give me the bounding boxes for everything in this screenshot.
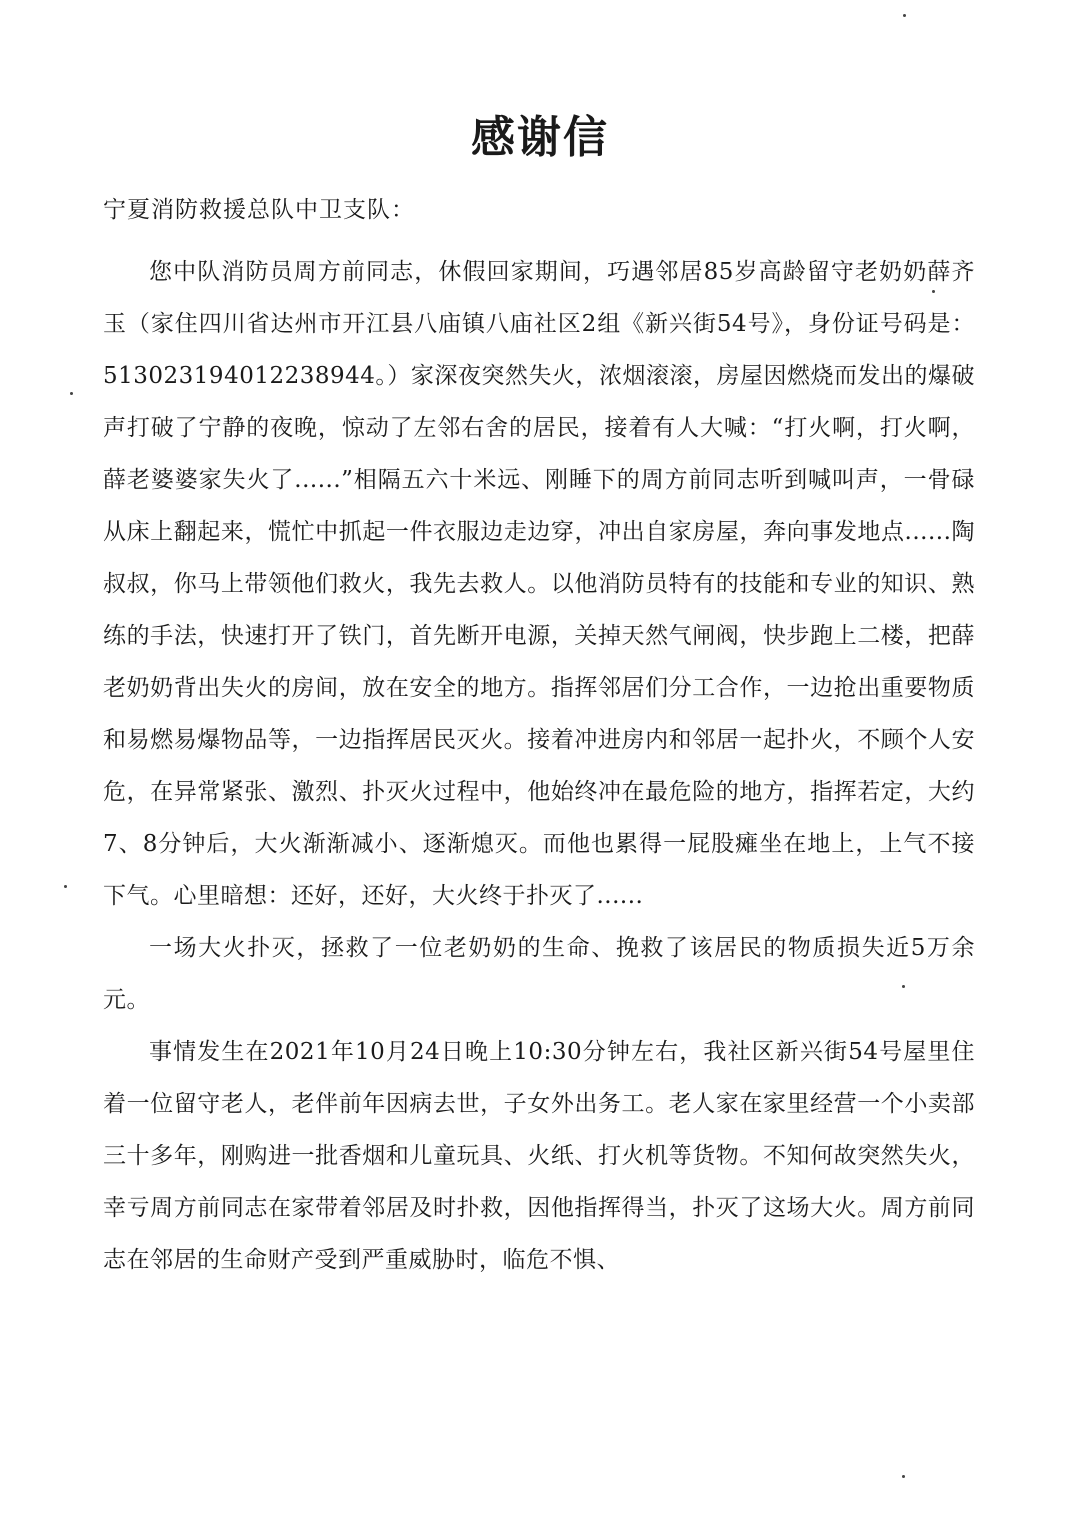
scan-speck xyxy=(902,985,905,988)
paragraph-2: 一场大火扑灭，拯救了一位老奶奶的生命、挽救了该居民的物质损失近5万余元。 xyxy=(103,935,975,1013)
scan-speck xyxy=(70,392,73,395)
scan-speck xyxy=(64,885,67,888)
scan-speck xyxy=(903,14,906,17)
scan-speck xyxy=(902,1475,905,1478)
paragraph-3: 事情发生在2021年10月24日晚上10:30分钟左右，我社区新兴街54号屋里住着一位留守老人，老伴前年因病去世，子女外出务工。老人家在家里经营一个小卖部三十多年，刚购进一批香烟和儿童玩具、火纸、打火机等货物。不知何故突然失火，幸亏周方前同志在家带着邻居及时扑救，因他指挥得当，扑灭了这场大火。周方前同志在邻居的生命财产受到严重威胁时，临危不惧、 xyxy=(103,1039,975,1273)
letter-body xyxy=(103,246,975,1286)
paragraph-1: 您中队消防员周方前同志，休假回家期间，巧遇邻居85岁高龄留守老奶奶薛齐玉（家住四川省达州市开江县八庙镇八庙社区2组《新兴街54号》，身份证号码是：513023194012238944。）家深夜突然失火，浓烟滚滚，房屋因燃烧而发出的爆破声打破了宁静的夜晚，惊动了左邻右舍的居民，接着有人大喊：“打火啊，打火啊，薛老婆婆家失火了......”相隔五六十米远、刚睡下的周方前同志听到喊叫声，一骨碌从床上翻起来，慌忙中抓起一件衣服边走边穿，冲出自家房屋，奔向事发地点......陶叔叔，你马上带领他们救火，我先去救人。以他消防员特有的技能和专业的知识、熟练的手法，快速打开了铁门，首先断开电源，关掉天然气闸阀，快步跑上二楼，把薛老奶奶背出失火的房间，放在安全的地方。指挥邻居们分工合作，一边抢出重要物质和易燃易爆物品等，一边指挥居民灭火。接着冲进房内和邻居一起扑火，不顾个人安危，在异常紧张、激烈、扑灭火过程中，他始终冲在最危险的地方，指挥若定，大约7、8分钟后，大火渐渐减小、逐渐熄灭。而他也累得一屁股瘫坐在地上，上气不接下气。心里暗想：还好，还好，大火终于扑灭了...... xyxy=(103,259,975,909)
letter-title: 感谢信 xyxy=(471,112,609,163)
scan-speck xyxy=(932,290,935,293)
letter-salutation: 宁夏消防救援总队中卫支队： xyxy=(103,197,415,223)
